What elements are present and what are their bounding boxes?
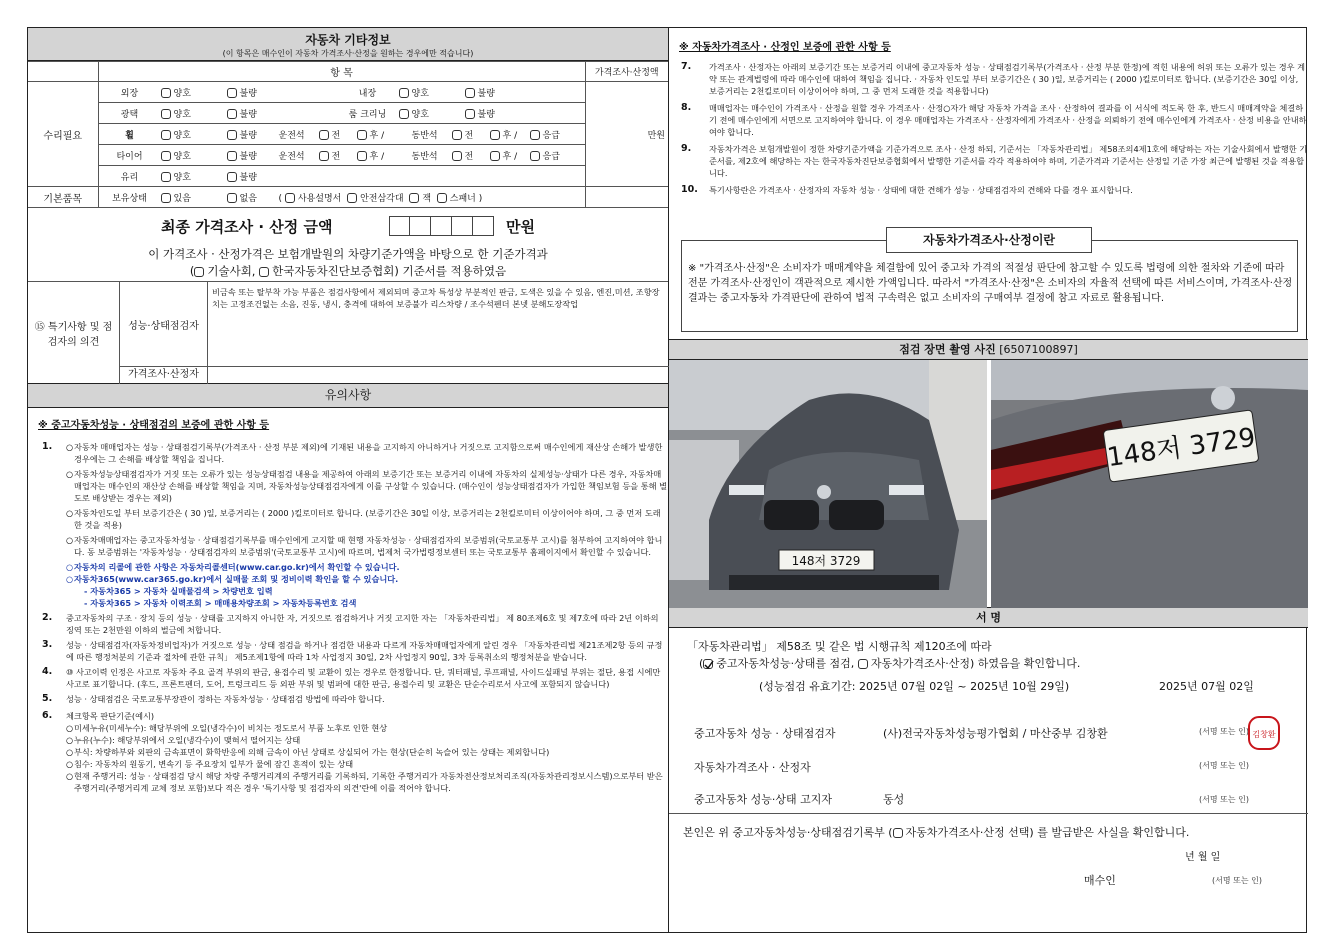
appraisal-definition-text: ※ "가격조사·산정"은 소비자가 매매계약을 체결함에 있어 중고차 가격의 적절성 판단에 참고할 수 있도록 법령에 의한 절차와 기준에 따라 전문 가격조사·산정인이 객관적으로 제시한 가액입니다. 따라서 "가격조사·산정"은 소비자의 자율적 선택에 따른 서비스이며, 가격조사·산정 결과는 중고자동차 가격판단에 관하여 법적 구속력은 없고 소비자의 구매여부 결정에 참고 자료로 활용됩니다.	[688, 263, 1293, 304]
checkbox[interactable]	[893, 828, 903, 838]
checkbox[interactable]	[161, 88, 171, 98]
inspector-name: (사)전국자동차성능평가협회 / 마산중부 김창환	[883, 727, 1108, 740]
caution-title: 유의사항	[28, 384, 668, 408]
checkbox[interactable]	[194, 267, 204, 277]
checkbox[interactable]	[259, 267, 269, 277]
checkbox[interactable]	[227, 151, 237, 161]
col-item-header: 항 목	[98, 62, 585, 82]
other-info-subtitle: (이 항목은 매수인이 자동차 가격조사·산정을 원하는 경우에만 적습니다)	[222, 49, 474, 58]
signature-section	[669, 628, 1308, 814]
checkbox[interactable]	[465, 88, 475, 98]
checkbox[interactable]	[399, 109, 409, 119]
appraiser-sign[interactable]: (서명 또는 인)	[1199, 761, 1249, 770]
appraisal-warranty: ※ 자동차가격조사 · 산정인 보증에 관한 사항 등 7. 가격조사 · 산정자는 아래의 보증기간 또는 보증거리 이내에 중고자동차 성능 · 상태점검기록부(가격조사 · 산정 부분 한정)에 적힌 내용에 허위 또는 오류가 있는 경우 계약 또는 관계법령에 따라 매수인에 대하여 책임을 집니다. · 자동차 인도일 부터 보증기간은 ( 30 )일, 보증거리는 ( 2000 )킬로미터로 합니다. (보증기간은 30일 이상, 보증거리는 2천킬로미터 이상이어야 하며, 그 중 먼저 도래한 것을 적용합니다) 8. 매매업자는 매수인이 가격조사 · 산정을 원할 경우 가격조사 · 산정○자가 해당 자동차 가격을 조사 · 산정하여 결과를 이 서식에 적도록 한 후, 반드시 매매계약을 체결하기 전에 매수인에게 서면으로 고지하여야 합니다. 이 경우 매매업자는 가격조사 · 산정자에게 가격조사 · 산정을 의뢰하기 전에 매수인에게 가격조사 · 산정 비용을 안내하여야 합니다. 9. 자동차가격은 보험개발원이 정한 차량기준가액을 기준가격으로 조사 · 산정 하되, 기준서는 「자동차관리법」 제58조의4제1호에 해당하는 자는 기술사회에서 발행한 기준서를, 제2호에 해당하는 자는 한국자동차진단보증협회에서 발행한 기준서를 각각 적용하여야 하며, 기준가격과 기준서는 산정일 기준 가장 최근에 발행된 것을 적용합니다. 10. 특기사항란은 가격조사 · 산정자의 자동차 성능 · 상태에 대한 견해가 성능 · 상태점검자의 견해와 다를 경우 표시합니다. 자동차가격조사·산정이란 ※ "가격조사·산정"은 소비자가 매매계약을 체결함에 있어 중고차 가격의 적절성 판단에 참고할 수 있도록 법령에 의한 절차와 기준에 따라 전문 가격조사·산정인이 객관적으로 제시한 가액입니다. 따라서 "가격조사·산정"은 소비자의 자율적 선택에 따른 서비스이며, 가격조사·산정 결과는 중고자동차 가격판단에 관하여 법적 구속력은 없고 소비자의 구매여부 결정에 참고 자료로 활용됩니다.	[669, 28, 1308, 340]
perf-check-checkbox[interactable]	[703, 659, 713, 669]
final-price-standard: ( 기술사회, 한국자동차진단보증협회) 기준서를 적용하였음	[189, 264, 507, 278]
inspector-seal-icon	[1247, 715, 1281, 751]
buyer-sign[interactable]: (서명 또는 인)	[1212, 876, 1262, 885]
special-notes-label: ⑮ 특기사항 및 점검자의 의견	[28, 282, 120, 384]
inspection-photos	[669, 360, 1308, 608]
other-info-title: 자동차 기타정보	[305, 33, 391, 47]
appraiser-label: 자동차가격조사 · 산정자	[694, 761, 811, 774]
inspection-form	[27, 27, 1307, 933]
photo-header: 점검 장면 촬영 사진 [6507100897]	[669, 340, 1308, 360]
checkbox[interactable]	[227, 130, 237, 140]
row-room-cleaning: 룸 크리닝	[348, 109, 387, 120]
special-notes	[28, 282, 668, 384]
checkbox[interactable]	[465, 109, 475, 119]
left-column	[28, 28, 669, 932]
row-keep-status: 보유상태	[112, 193, 147, 204]
row-wheel: 휠	[125, 130, 134, 141]
buyer-label: 매수인	[1084, 874, 1116, 887]
checkbox[interactable]	[161, 130, 171, 140]
notifier-name: 동성	[883, 793, 905, 806]
caution-notes: ※ 중고자동차성능 · 상태점검의 보증에 관한 사항 등 1. ○ 자동차 매매업자는 성능 · 상태점검기록부(가격조사 · 산정 부분 제외)에 기재된 내용을 고지하지 아니하거나 거짓으로 고지함으로써 매수인에게 재산상 손해가 발생한 경우에는 그 손해를 배상할 책임을 집니다. ○ 자동차성능상태점검자가 거짓 또는 오류가 있는 성능상태점검 내용을 제공하여 아래의 보증기간 또는 보증거리 이내에 자동차의 실제성능·상태가 다른 경우, 자동차매매업자는 매수인의 재산상 손해를 배상할 책임을 지며, 자동차성능상태점검자에게 이를 구상할 수 있습니다. (매수인이 성능상태점검자가 가입한 책임보험 등을 통해 별도로 배상받는 경우는 제외) ○ 자동차인도일 부터 보증기간은 ( 30 )일, 보증거리는 ( 2000 )킬로미터로 합니다. (보증기간은 30일 이상, 보증거리는 2천킬로미터 이상이어야 하며, 그 중 먼저 도래한 것을 적용) ○ 자동차매매업자는 중고자동차성능 · 상태점검기록부를 매수인에게 고지할 때 현행 자동차성능 · 상태점검자의 보증범위(국토교통부 고시)를 첨부하여 고지하여야 합니다. 동 보증범위는 '자동차성능 · 상태점검자의 보증범위'(국토교통부 고시)에 따르며, 법제처 국가법령정보센터 또는 국토교통부 홈페이지에서 확인할 수 있습니다. ○ 자동차의 리콜에 관한 사항은 자동차리콜센터(www.car.go.kr)에서 확인할 수 있습니다. ○ 자동차365(www.car365.go.kr)에서 실매물 조회 및 정비이력 확인을 할 수 있습니다. - 자동차365 > 자동차 실매물검색 > 차량번호 입력 - 자동차365 > 자동차 이력조회 > 매매용차량조회 > 자동차등록번호 검색 2. 중고자동차의 구조 · 장치 등의 성능 · 상태를 고지하지 아니한 자, 거짓으로 점검하거나 거짓 고지한 자는 「자동차관리법」 제 80조제6호 및 제7호에 따라 2년 이하의 징역 또는 2천만원 이하의 벌금에 처합니다. 3. 성능 · 상태점검자(자동차정비업자)가 거짓으로 성능 · 상태 점검을 하거나 점검한 내용과 다르게 자동차매매업자에게 알린 경우 「자동차관리법 제21조제2항 등의 규정에 따른 행정처분의 기준과 절차에 관한 규칙」 제5조제1항에 따라 1차 사업정지 30일, 2차 사업정지 90일, 3차 등록취소의 행정처분을 받습니다. 4. ⑩ 사고이력 인정은 사고로 자동차 주요 골격 부위의 판금, 용접수리 및 교환이 있는 경우로 한정합니다. 단, 쿼터패널, 루프패널, 사이드실패널 부위는 절단, 용접 시에만 사고로 표기합니다. (후드, 프론트펜더, 도어, 트렁크리드 등 외판 부위 및 범퍼에 대한 판금, 용접수리 및 교환은 단순수리로서 사고에 포함되지 않습니다) 5. 성능 · 상태점검은 국토교통부장관이 정하는 자동차성능 · 상태점검 방법에 따라야 합니다. 6. 체크항목 판단기준(예시) ○ 미세누유(미세누수): 해당부위에 오일(냉각수)이 비치는 정도로서 부품 노후로 인한 현상 ○ 누유(누수): 해당부위에서 오일(냉각수)이 맺혀서 떨어지는 상태 ○ 부식: 차량하부와 외판의 금속표면이 화학반응에 의해 금속이 아닌 상태로 상실되어 가는 현상(단순히 녹슬어 있는 상태는 제외합니다) ○ 침수: 자동차의 원동기, 변속기 등 주요장치 일부가 물에 잠긴 흔적이 있는 상태 ○ 현재 주행거리: 성능 · 상태점검 당시 해당 차량 주행거리계의 주행거리를 기록하되, 기록한 주행거리가 자동차전산정보처리조직(자동차관리정보시스템)으로부터 받은 주행거리(주행거리계 교체 정보 포함)보다 적은 경우 '특기사항 및 점검자의 의견'란에 이를 적어야 합니다.	[28, 408, 668, 794]
checkbox[interactable]	[161, 172, 171, 182]
won-unit: 만원	[585, 82, 668, 187]
appraisal-definition-box	[681, 233, 1298, 332]
warranty-heading: ※ 중고자동차성능 · 상태점검의 보증에 관한 사항 등	[38, 420, 270, 431]
col-price-header: 가격조사·산정액	[585, 62, 668, 82]
appraisal-checkbox[interactable]	[858, 659, 868, 669]
plate-rear: 148저 3729	[1105, 422, 1258, 474]
final-price-label: 최종 가격조사 · 산정 금액	[161, 218, 333, 236]
notifier-sign: (서명 또는 인)	[1199, 795, 1249, 804]
checkbox[interactable]	[161, 109, 171, 119]
other-info-header	[28, 28, 668, 61]
other-info-table: 항 목 가격조사·산정액 수리필요 외장 양호 불량 내장 양호 불량 만원 광택 양호 불량 룸 크리닝 양호 불량 휠 양호 불량 운전석 전 후 / 동반석 전 후 / 응급 타이어 양호 불량 운전석 전 후 / 동반석 전 후 / 응급 유리 양호 불량 기본품목 보유상태 있음 없음 ( 사용설명서 안전삼각대 잭 스패너 )	[28, 61, 668, 208]
final-price-input[interactable]	[389, 216, 494, 236]
final-price-box	[28, 208, 668, 282]
validity-period: (성능점검 유효기간: 2025년 07월 02일 ~ 2025년 10월 29일)	[759, 680, 1070, 693]
perf-inspector-opinion: 비금속 또는 탈부착 가능 부품은 점검사항에서 제외되며 중고차 특성상 부분적인 판금, 도색은 있을 수 있음, 엔진,미션, 조향장치는 고정조건없는 소음, 진동, 냉시, 충격에 대하여 보증불가 리스차량 / 조수석펜더 본넷 분해도장작업	[212, 287, 660, 309]
checkbox[interactable]	[161, 193, 171, 203]
repair-needed-label: 수리필요	[28, 82, 98, 187]
svg-text:김창환: 김창환	[1252, 730, 1276, 739]
receipt-date: 년 월 일	[1185, 852, 1221, 863]
checkbox[interactable]	[227, 88, 237, 98]
row-glass: 유리	[120, 172, 139, 183]
photo-rear	[991, 360, 1308, 608]
plate-front: 148저 3729	[791, 554, 861, 568]
confirm-line: ( 중고자동차성능·상태를 점검, 자동차가격조사·산정) 하였음을 확인합니다.	[699, 657, 1081, 670]
receipt-line: 본인은 위 중고자동차성능·상태점검기록부 ( 자동차가격조사·산정 선택) 를 발급받은 사실을 확인합니다.	[683, 826, 1190, 839]
final-price-unit: 만원	[506, 218, 535, 236]
right-column	[669, 28, 1308, 932]
buyer-receipt	[669, 814, 1308, 909]
checkbox[interactable]	[227, 109, 237, 119]
price-appraiser-label: 가격조사·산정자	[120, 366, 208, 384]
notifier-label: 중고자동차 성능·상태 고지자	[694, 793, 833, 806]
checkbox[interactable]	[399, 88, 409, 98]
checkbox[interactable]	[161, 151, 171, 161]
final-price-desc: 이 가격조사 · 산정가격은 보험개발원의 차량기준가액을 바탕으로 한 기준가격과	[148, 247, 548, 261]
checkbox[interactable]	[227, 193, 237, 203]
inspector-sign: (서명 또는 인)	[1199, 727, 1249, 736]
row-gloss: 광택	[120, 109, 139, 120]
checkbox[interactable]	[227, 172, 237, 182]
appraisal-warranty-heading: ※ 자동차가격조사 · 산정인 보증에 관한 사항 등	[679, 42, 891, 53]
appraisal-definition-title: 자동차가격조사·산정이란	[886, 227, 1092, 253]
row-interior: 내장	[358, 88, 377, 99]
sign-date: 2025년 07월 02일	[1159, 680, 1254, 693]
basic-items-label: 기본품목	[28, 187, 98, 208]
row-exterior: 외장	[120, 88, 139, 99]
row-tire: 타이어	[116, 151, 143, 162]
signature-header: 서 명	[669, 608, 1308, 628]
law-line: 「자동차관리법」 제58조 및 같은 법 시행규칙 제120조에 따라	[687, 640, 992, 653]
photo-front	[669, 360, 987, 608]
inspector-label: 중고자동차 성능 · 상태점검자	[694, 727, 836, 740]
perf-inspector-label: 성능·상태점검자	[120, 282, 208, 366]
